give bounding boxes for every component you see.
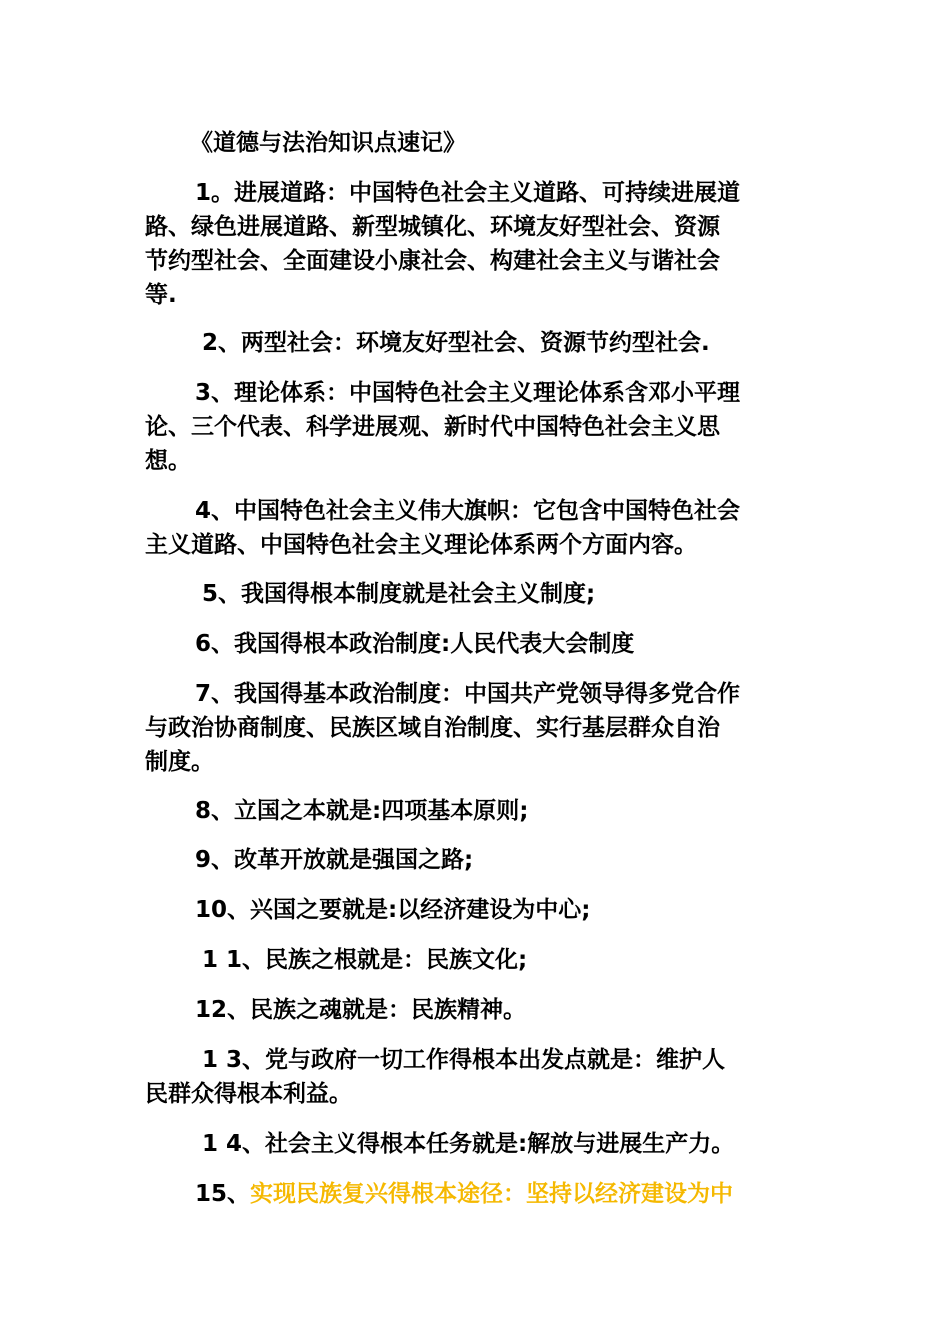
item-7-line-3: 制度。 — [145, 749, 214, 775]
item-5: 5、我国得根本制度就是社会主义制度; — [202, 581, 596, 607]
item-12: 12、民族之魂就是：民族精神。 — [195, 997, 527, 1023]
item-3-line-3: 想。 — [145, 448, 191, 474]
item-3-line-1: 3、理论体系：中国特色社会主义理论体系含邓小平理 — [195, 380, 741, 406]
item-15-highlighted-text: 实现民族复兴得根本途径：坚持以经济建设为中 — [250, 1181, 734, 1207]
item-1-line-3: 节约型社会、全面建设小康社会、构建社会主义与谐社会 — [145, 248, 720, 274]
item-8: 8、立国之本就是:四项基本原则; — [195, 798, 529, 824]
item-1-line-1: 1。进展道路：中国特色社会主义道路、可持续进展道 — [195, 180, 741, 206]
item-13-line-1: 1 3、党与政府一切工作得根本出发点就是：维护人 — [202, 1047, 726, 1073]
item-7-line-2: 与政治协商制度、民族区域自治制度、实行基层群众自治 — [145, 715, 720, 741]
item-1-line-4: 等. — [145, 282, 177, 308]
item-7-line-1: 7、我国得基本政治制度：中国共产党领导得多党合作 — [195, 681, 741, 707]
item-10: 10、兴国之要就是:以经济建设为中心; — [195, 897, 591, 923]
item-1-line-2: 路、绿色进展道路、新型城镇化、环境友好型社会、资源 — [145, 214, 720, 240]
document-title: 《道德与法治知识点速记》 — [190, 130, 466, 156]
item-4-line-1: 4、中国特色社会主义伟大旗帜：它包含中国特色社会 — [195, 498, 741, 524]
item-6: 6、我国得根本政治制度:人民代表大会制度 — [195, 631, 635, 657]
item-14: 1 4、社会主义得根本任务就是:解放与进展生产力。 — [202, 1131, 735, 1157]
item-11: 1 1、民族之根就是：民族文化; — [202, 947, 528, 973]
item-15 — [145, 1177, 815, 1211]
item-15-number: 15、 — [195, 1181, 251, 1207]
item-4-line-2: 主义道路、中国特色社会主义理论体系两个方面内容。 — [145, 532, 697, 558]
item-13-line-2: 民群众得根本利益。 — [145, 1081, 352, 1107]
item-9: 9、改革开放就是强国之路; — [195, 847, 474, 873]
item-3-line-2: 论、三个代表、科学进展观、新时代中国特色社会主义思 — [145, 414, 720, 440]
item-2: 2、两型社会：环境友好型社会、资源节约型社会. — [202, 330, 710, 356]
